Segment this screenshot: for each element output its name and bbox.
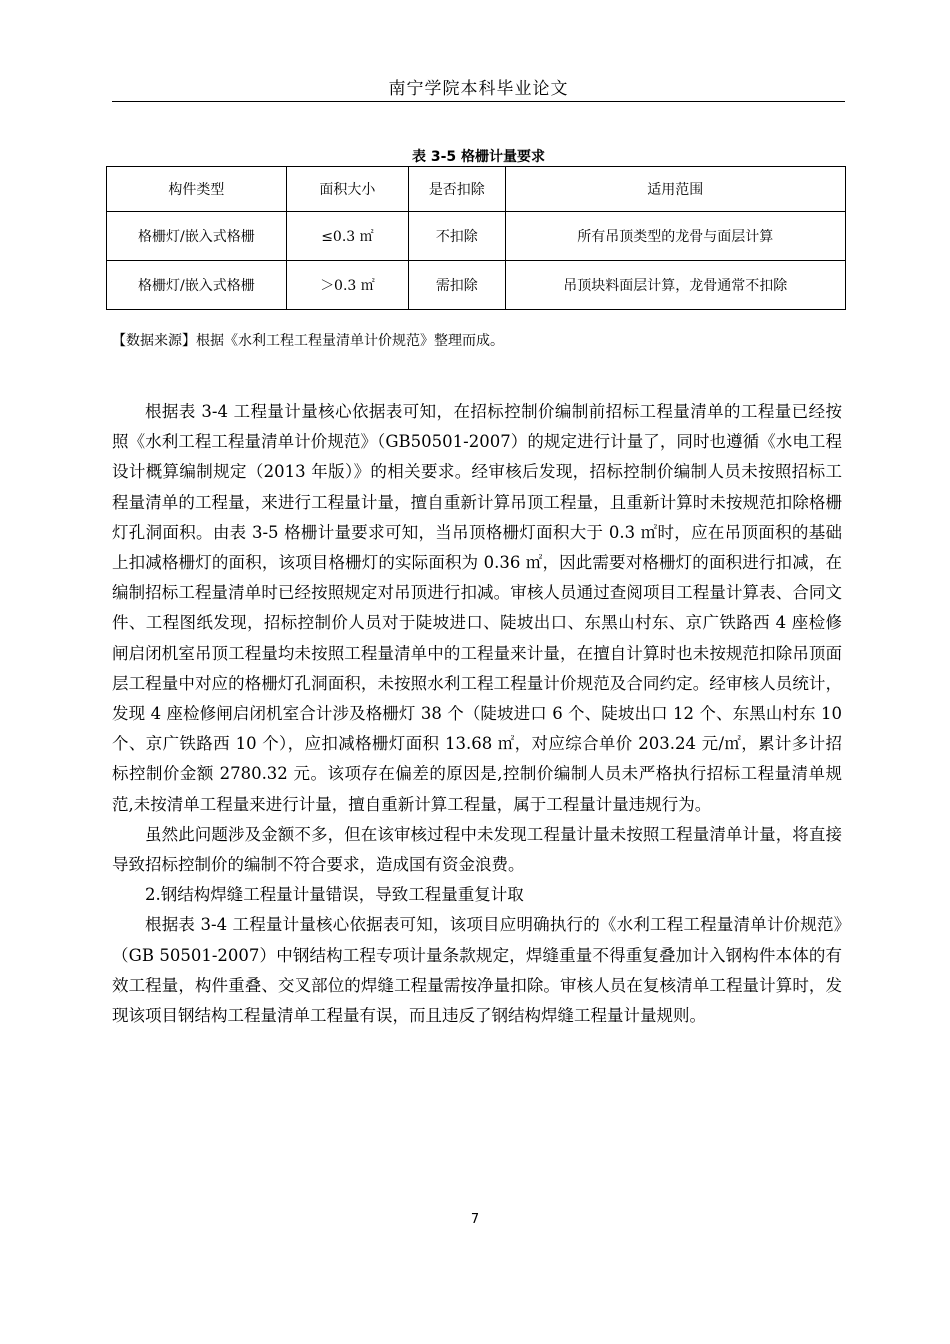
table-header-cell: 面积大小: [286, 167, 408, 212]
table-cell: 吊顶块料面层计算，龙骨通常不扣除: [505, 261, 845, 310]
body-paragraph: 根据表 3-4 工程量计量核心依据表可知，该项目应明确执行的《水利工程工程量清单计价规范》（GB 50501-2007）中钢结构工程专项计量条款规定，焊缝重量不得重复叠加计入钢构件本体的有效工程量，构件重叠、交叉部位的焊缝工程量需按净量扣除。审核人员在复核清单工程量计算时，发现该项目钢结构工程量清单工程量有误，而且违反了钢结构焊缝工程量计量规则。: [112, 915, 842, 1026]
page-header-title: 南宁学院本科毕业论文: [388, 79, 569, 99]
body-paragraph: 虽然此问题涉及金额不多，但在该审核过程中未发现工程量计量未按照工程量清单计量，将直接导致招标控制价的编制不符合要求，造成国有资金浪费。: [112, 824, 842, 875]
table-header-cell: 适用范围: [505, 167, 845, 212]
table-caption: 表 3-5 格栅计量要求: [411, 149, 546, 165]
table-cell: ＞0.3 ㎡: [286, 261, 408, 310]
table-row: [107, 261, 846, 310]
grille-measurement-table: [106, 166, 846, 310]
table-cell: 需扣除: [409, 261, 505, 310]
table-cell: 所有吊顶类型的龙骨与面层计算: [505, 212, 845, 261]
table-cell: 不扣除: [409, 212, 505, 261]
table-header-cell: 构件类型: [107, 167, 287, 212]
page-number: 7: [470, 1212, 480, 1227]
table-cell: ≤0.3 ㎡: [286, 212, 408, 261]
header-rule: [112, 101, 845, 102]
body-text: [112, 397, 842, 1031]
section-heading: 2.钢结构焊缝工程量计量错误，导致工程量重复计取: [145, 885, 524, 905]
table-header-cell: 是否扣除: [409, 167, 505, 212]
body-paragraph: 根据表 3-4 工程量计量核心依据表可知，在招标控制价编制前招标工程量清单的工程量已经按照《水利工程工程量清单计价规范》（GB50501-2007）的规定进行计量了，同时也遵循《水电工程设计概算编制规定（2013 年版）》的相关要求。经审核后发现，招标控制价编制人员未按照招标工程量清单的工程量，来进行工程量计量，擅自重新计算吊顶工程量，且重新计算时未按规范扣除格栅灯孔洞面积。由表 3-5 格栅计量要求可知，当吊顶格栅灯面积大于 0.3 ㎡时，应在吊顶面积的基础上扣减格栅灯的面积，该项目格栅灯的实际面积为 0.36 ㎡，因此需要对格栅灯的面积进行扣减，在编制招标工程量清单时已经按照规定对吊顶进行扣减。审核人员通过查阅项目工程量计算表、合同文件、工程图纸发现，招标控制价人员对于陡坡进口、陡坡出口、东黑山村东、京广铁路西 4 座检修闸启闭机室吊顶工程量均未按照工程量清单中的工程量来计量，在擅自计算时也未按规范扣除吊顶面层工程量中对应的格栅灯孔洞面积，未按照水利工程工程量计价规范及合同约定。经审核人员统计，发现 4 座检修闸启闭机室合计涉及格栅灯 38 个（陡坡进口 6 个、陡坡出口 12 个、东黑山村东 10 个、京广铁路西 10 个），应扣减格栅灯面积 13.68 ㎡，对应综合单价 203.24 元/㎡，累计多计招标控制价金额 2780.32 元。该项存在偏差的原因是,控制价编制人员未严格执行招标工程量清单规范,未按清单工程量来进行计量，擅自重新计算工程量，属于工程量计量违规行为。: [112, 402, 842, 814]
table-cell: 格栅灯/嵌入式格栅: [107, 212, 287, 261]
table-cell: 格栅灯/嵌入式格栅: [107, 261, 287, 310]
table-source-note: 【数据来源】根据《水利工程工程量清单计价规范》整理而成。: [112, 333, 504, 349]
table-header-row: [107, 167, 846, 212]
table-row: [107, 212, 846, 261]
